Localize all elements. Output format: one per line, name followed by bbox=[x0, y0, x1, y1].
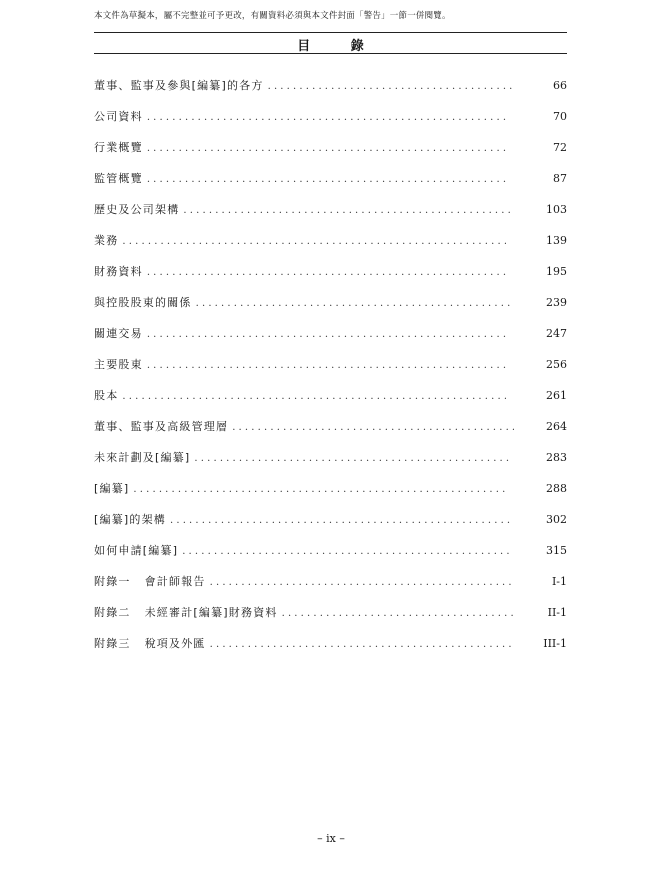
toc-entry[interactable] bbox=[94, 387, 567, 418]
toc-entry-page: 239 bbox=[546, 296, 567, 309]
toc-entry-label bbox=[94, 542, 182, 558]
toc-entry-label bbox=[94, 77, 268, 93]
toc-entry-label bbox=[94, 325, 147, 341]
toc-entry[interactable] bbox=[94, 573, 567, 604]
toc-entry-page: 283 bbox=[546, 451, 567, 464]
toc-entry[interactable] bbox=[94, 604, 567, 635]
toc-entry-title: 公司資料 bbox=[94, 110, 143, 123]
toc-entry-title: 主要股東 bbox=[94, 358, 143, 371]
toc-entry-title: [編纂] bbox=[94, 482, 130, 495]
toc-dot-leader bbox=[268, 81, 517, 92]
toc-entry[interactable] bbox=[94, 511, 567, 542]
toc-appendix-prefix: 附錄三 bbox=[94, 637, 131, 650]
toc-dot-leader bbox=[170, 515, 510, 526]
toc-entry[interactable] bbox=[94, 480, 567, 511]
draft-notice: 本文件為草擬本，屬不完整並可予更改，有關資料必須與本文件封面「警告」一節一併閱覽。 bbox=[94, 11, 451, 21]
toc-entry[interactable] bbox=[94, 325, 567, 356]
toc-entry-label bbox=[94, 201, 183, 217]
toc-entry-page: 264 bbox=[546, 420, 567, 433]
toc-dot-leader bbox=[183, 205, 510, 216]
toc-dot-leader bbox=[210, 639, 512, 650]
toc-entry-label bbox=[94, 480, 133, 496]
toc-entry[interactable] bbox=[94, 635, 567, 666]
toc-dot-leader bbox=[133, 484, 507, 495]
toc-entry-page: 103 bbox=[546, 203, 567, 216]
toc-entry[interactable] bbox=[94, 201, 567, 232]
toc-entry-label bbox=[94, 418, 232, 434]
toc-entry-label bbox=[94, 232, 122, 248]
toc-appendix-prefix: 附錄二 bbox=[94, 606, 131, 619]
toc-entry-title: 未來計劃及[編纂] bbox=[94, 451, 191, 464]
page-title: 目 錄 bbox=[297, 39, 382, 54]
toc-dot-leader bbox=[194, 453, 511, 464]
toc-entry-title: 歷史及公司架構 bbox=[94, 203, 180, 216]
toc-entry[interactable] bbox=[94, 263, 567, 294]
toc-entry-page: II-1 bbox=[547, 606, 567, 619]
toc-entry[interactable] bbox=[94, 77, 567, 108]
toc-dot-leader bbox=[122, 236, 506, 247]
toc-entry[interactable] bbox=[94, 170, 567, 201]
toc-entry-title: 業務 bbox=[94, 234, 119, 247]
toc-entry[interactable] bbox=[94, 294, 567, 325]
toc-entry-label bbox=[94, 108, 147, 124]
toc-entry-page: 72 bbox=[553, 141, 567, 154]
toc-dot-leader bbox=[196, 298, 512, 309]
title-bottom-rule bbox=[94, 53, 567, 54]
toc-entry-page: I-1 bbox=[551, 575, 567, 588]
toc-entry-title: [編纂]的架構 bbox=[94, 513, 166, 526]
toc-entry-title: 稅項及外匯 bbox=[144, 637, 206, 650]
title-top-rule bbox=[94, 32, 567, 33]
toc-entry-page: 261 bbox=[546, 389, 567, 402]
toc-entry-page: 315 bbox=[546, 544, 567, 557]
toc-entry-label bbox=[94, 170, 147, 186]
toc-entry-label bbox=[94, 294, 196, 310]
toc-entry-page: 302 bbox=[546, 513, 567, 526]
page-number: – ix – bbox=[317, 832, 345, 845]
toc-entry-label bbox=[94, 449, 194, 465]
toc-entry-label bbox=[94, 635, 210, 651]
toc-entry-title: 與控股股東的關係 bbox=[94, 296, 192, 309]
toc-entry-label bbox=[94, 263, 147, 279]
toc-entry-label bbox=[94, 511, 170, 527]
toc-entry-page: 70 bbox=[553, 110, 567, 123]
toc-entry-title: 股本 bbox=[94, 389, 119, 402]
toc-entry-page: 256 bbox=[546, 358, 567, 371]
toc-entry-page: 66 bbox=[553, 79, 567, 92]
toc-entry[interactable] bbox=[94, 449, 567, 480]
toc-entry-title: 財務資料 bbox=[94, 265, 143, 278]
toc-entry[interactable] bbox=[94, 418, 567, 449]
table-of-contents bbox=[94, 77, 567, 666]
toc-dot-leader bbox=[122, 391, 506, 402]
toc-entry-title: 未經審計[編纂]財務資料 bbox=[144, 606, 278, 619]
toc-dot-leader bbox=[147, 267, 508, 278]
toc-entry-page: 87 bbox=[553, 172, 567, 185]
toc-dot-leader bbox=[147, 112, 508, 123]
toc-entry-label bbox=[94, 387, 122, 403]
toc-entry-label bbox=[94, 604, 282, 620]
toc-entry-label bbox=[94, 573, 210, 589]
toc-entry-title: 監管概覽 bbox=[94, 172, 143, 185]
toc-appendix-prefix: 附錄一 bbox=[94, 575, 131, 588]
toc-dot-leader bbox=[147, 143, 508, 154]
toc-dot-leader bbox=[147, 360, 508, 371]
toc-entry[interactable] bbox=[94, 356, 567, 387]
toc-entry-page: 139 bbox=[546, 234, 567, 247]
toc-entry-page: III-1 bbox=[543, 637, 567, 650]
toc-entry-title: 董事、監事及高級管理層 bbox=[94, 420, 229, 433]
toc-entry-label bbox=[94, 139, 147, 155]
toc-entry-title: 行業概覽 bbox=[94, 141, 143, 154]
toc-entry-page: 247 bbox=[546, 327, 567, 340]
toc-entry-title: 董事、監事及參與[編纂]的各方 bbox=[94, 79, 264, 92]
toc-dot-leader bbox=[282, 608, 516, 619]
toc-dot-leader bbox=[210, 577, 513, 588]
toc-entry-label bbox=[94, 356, 147, 372]
toc-entry-title: 如何申請[編纂] bbox=[94, 544, 179, 557]
toc-dot-leader bbox=[232, 422, 514, 433]
toc-entry[interactable] bbox=[94, 232, 567, 263]
toc-entry[interactable] bbox=[94, 108, 567, 139]
toc-dot-leader bbox=[147, 174, 508, 185]
toc-dot-leader bbox=[147, 329, 508, 340]
toc-entry[interactable] bbox=[94, 542, 567, 573]
toc-dot-leader bbox=[182, 546, 510, 557]
toc-entry-title: 會計師報告 bbox=[144, 575, 206, 588]
toc-entry-title: 關連交易 bbox=[94, 327, 143, 340]
toc-entry[interactable] bbox=[94, 139, 567, 170]
toc-entry-page: 288 bbox=[546, 482, 567, 495]
toc-entry-page: 195 bbox=[546, 265, 567, 278]
